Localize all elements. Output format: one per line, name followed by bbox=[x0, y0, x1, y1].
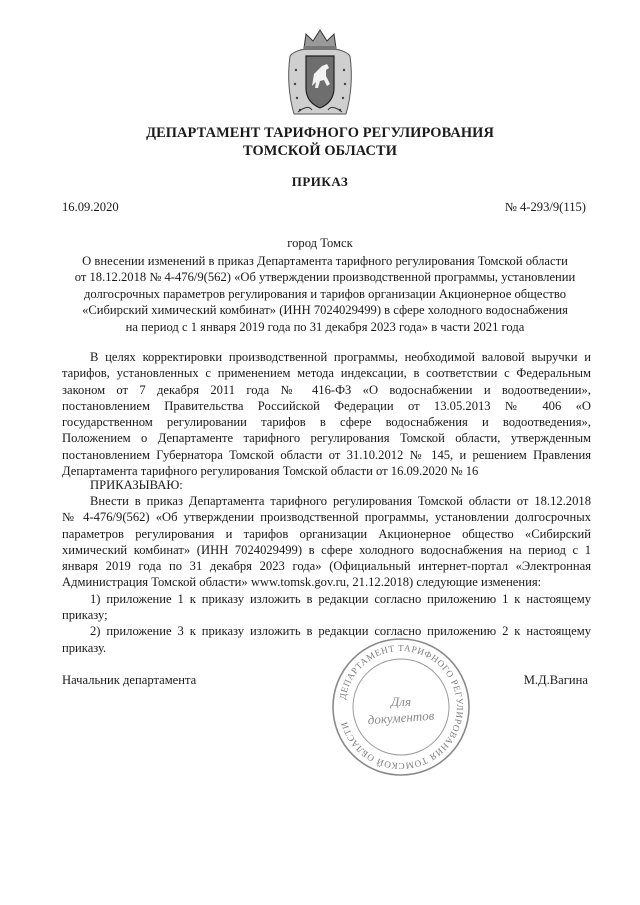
signatory-position: Начальник департамента bbox=[62, 673, 197, 687]
preamble-line: государственном регулировании тарифов в сфере водоснабжения и водоотведения», bbox=[62, 415, 591, 430]
preamble-line: В целях корректировки производственной программы, необходимой валовой выручки и bbox=[90, 350, 591, 364]
subject-line: О внесении изменений в приказ Департамента тарифного регулирования Томской области bbox=[82, 254, 568, 268]
city-name: город Томск bbox=[287, 236, 353, 250]
preamble-line: законом от 7 декабря 2011 года № 416-ФЗ «О водоснабжении и водоотведении», bbox=[62, 382, 591, 397]
order-line: Администрация Томской области» www.tomsk.gov.ru, 21.12.2018) следующие изменения: bbox=[62, 575, 542, 590]
order-line: приказу. bbox=[62, 640, 107, 655]
preamble-line: Департамента тарифного регулирования Томской области от 16.09.2020 № 16 bbox=[62, 464, 479, 479]
subject-line: «Сибирский химический комбинат» (ИНН 7024029499) в сфере холодного водоснабжения bbox=[82, 303, 568, 318]
order-line: приказу; bbox=[62, 608, 108, 623]
subject-line: долгосрочных параметров регулирования и тарифов организации Акционерное общество bbox=[83, 286, 567, 301]
signatory-name: М.Д.Вагина bbox=[523, 673, 588, 687]
department-name-line2: ТОМСКОЙ ОБЛАСТИ bbox=[242, 143, 398, 159]
stamp-center-line1: Для bbox=[391, 694, 411, 709]
subject-line: от 18.12.2018 № 4-476/9(562) «Об утверждении производственной программы, установлении bbox=[74, 270, 576, 285]
order-subject bbox=[62, 253, 588, 335]
order-number: № 4-293/9(115) bbox=[504, 200, 586, 214]
subject-line: на период с 1 января 2019 года по 31 декабря 2023 года» в части 2021 года bbox=[125, 319, 525, 334]
order-item-1: 1) приложение 1 к приказу изложить в редакции согласно приложению 1 к настоящему bbox=[90, 591, 591, 606]
stamp-center-line2: документов bbox=[367, 707, 435, 728]
order-item-2: 2) приложение 3 к приказу изложить в редакции согласно приложению 2 к настоящему bbox=[90, 624, 591, 639]
order-date: 16.09.2020 bbox=[62, 200, 119, 214]
stamp-ring-text: ДЕПАРТАМЕНТ ТАРИФНОГО РЕГУЛИРОВАНИЯ ТОМСКОЙ ОБЛАСТИ bbox=[337, 642, 466, 772]
order-line: января 2019 года по 31 декабря 2023 года» (Официальный интернет-портал «Электронная bbox=[62, 559, 591, 574]
preamble-line: Положением о Департаменте тарифного регулирования Томской области, утвержденным bbox=[62, 431, 591, 446]
order-line: Внести в приказ Департамента тарифного регулирования Томской области от 18.12.2018 bbox=[90, 494, 591, 508]
order-directive-heading: ПРИКАЗЫВАЮ: bbox=[90, 478, 183, 492]
coat-of-arms-emblem bbox=[284, 26, 356, 122]
order-line: № 4-476/9(562) «Об утверждении производственной программы, установлении долгосрочных bbox=[62, 510, 591, 525]
department-stamp bbox=[330, 636, 472, 778]
preamble-line: постановлением Губернатора Томской области от 31.10.2012 № 145, и решением Правления bbox=[62, 447, 591, 462]
preamble-line: тарифов, установленных с применением метода индексации, в соответствии с Федеральным bbox=[62, 366, 591, 381]
department-name-line1: ДЕПАРТАМЕНТ ТАРИФНОГО РЕГУЛИРОВАНИЯ bbox=[146, 125, 494, 141]
order-line: химический комбинат» (ИНН 7024029499) в сфере холодного водоснабжения на период с 1 bbox=[62, 542, 591, 557]
order-line: параметров регулирования и тарифов организации Акционерное общество «Сибирский bbox=[62, 526, 591, 541]
preamble-line: постановлением Правительства Российской Федерации от 13.05.2013 № 406 «О bbox=[62, 398, 591, 413]
document-type-title: ПРИКАЗ bbox=[291, 174, 349, 189]
order-body-paragraph bbox=[62, 493, 591, 656]
preamble-paragraph bbox=[62, 349, 591, 479]
